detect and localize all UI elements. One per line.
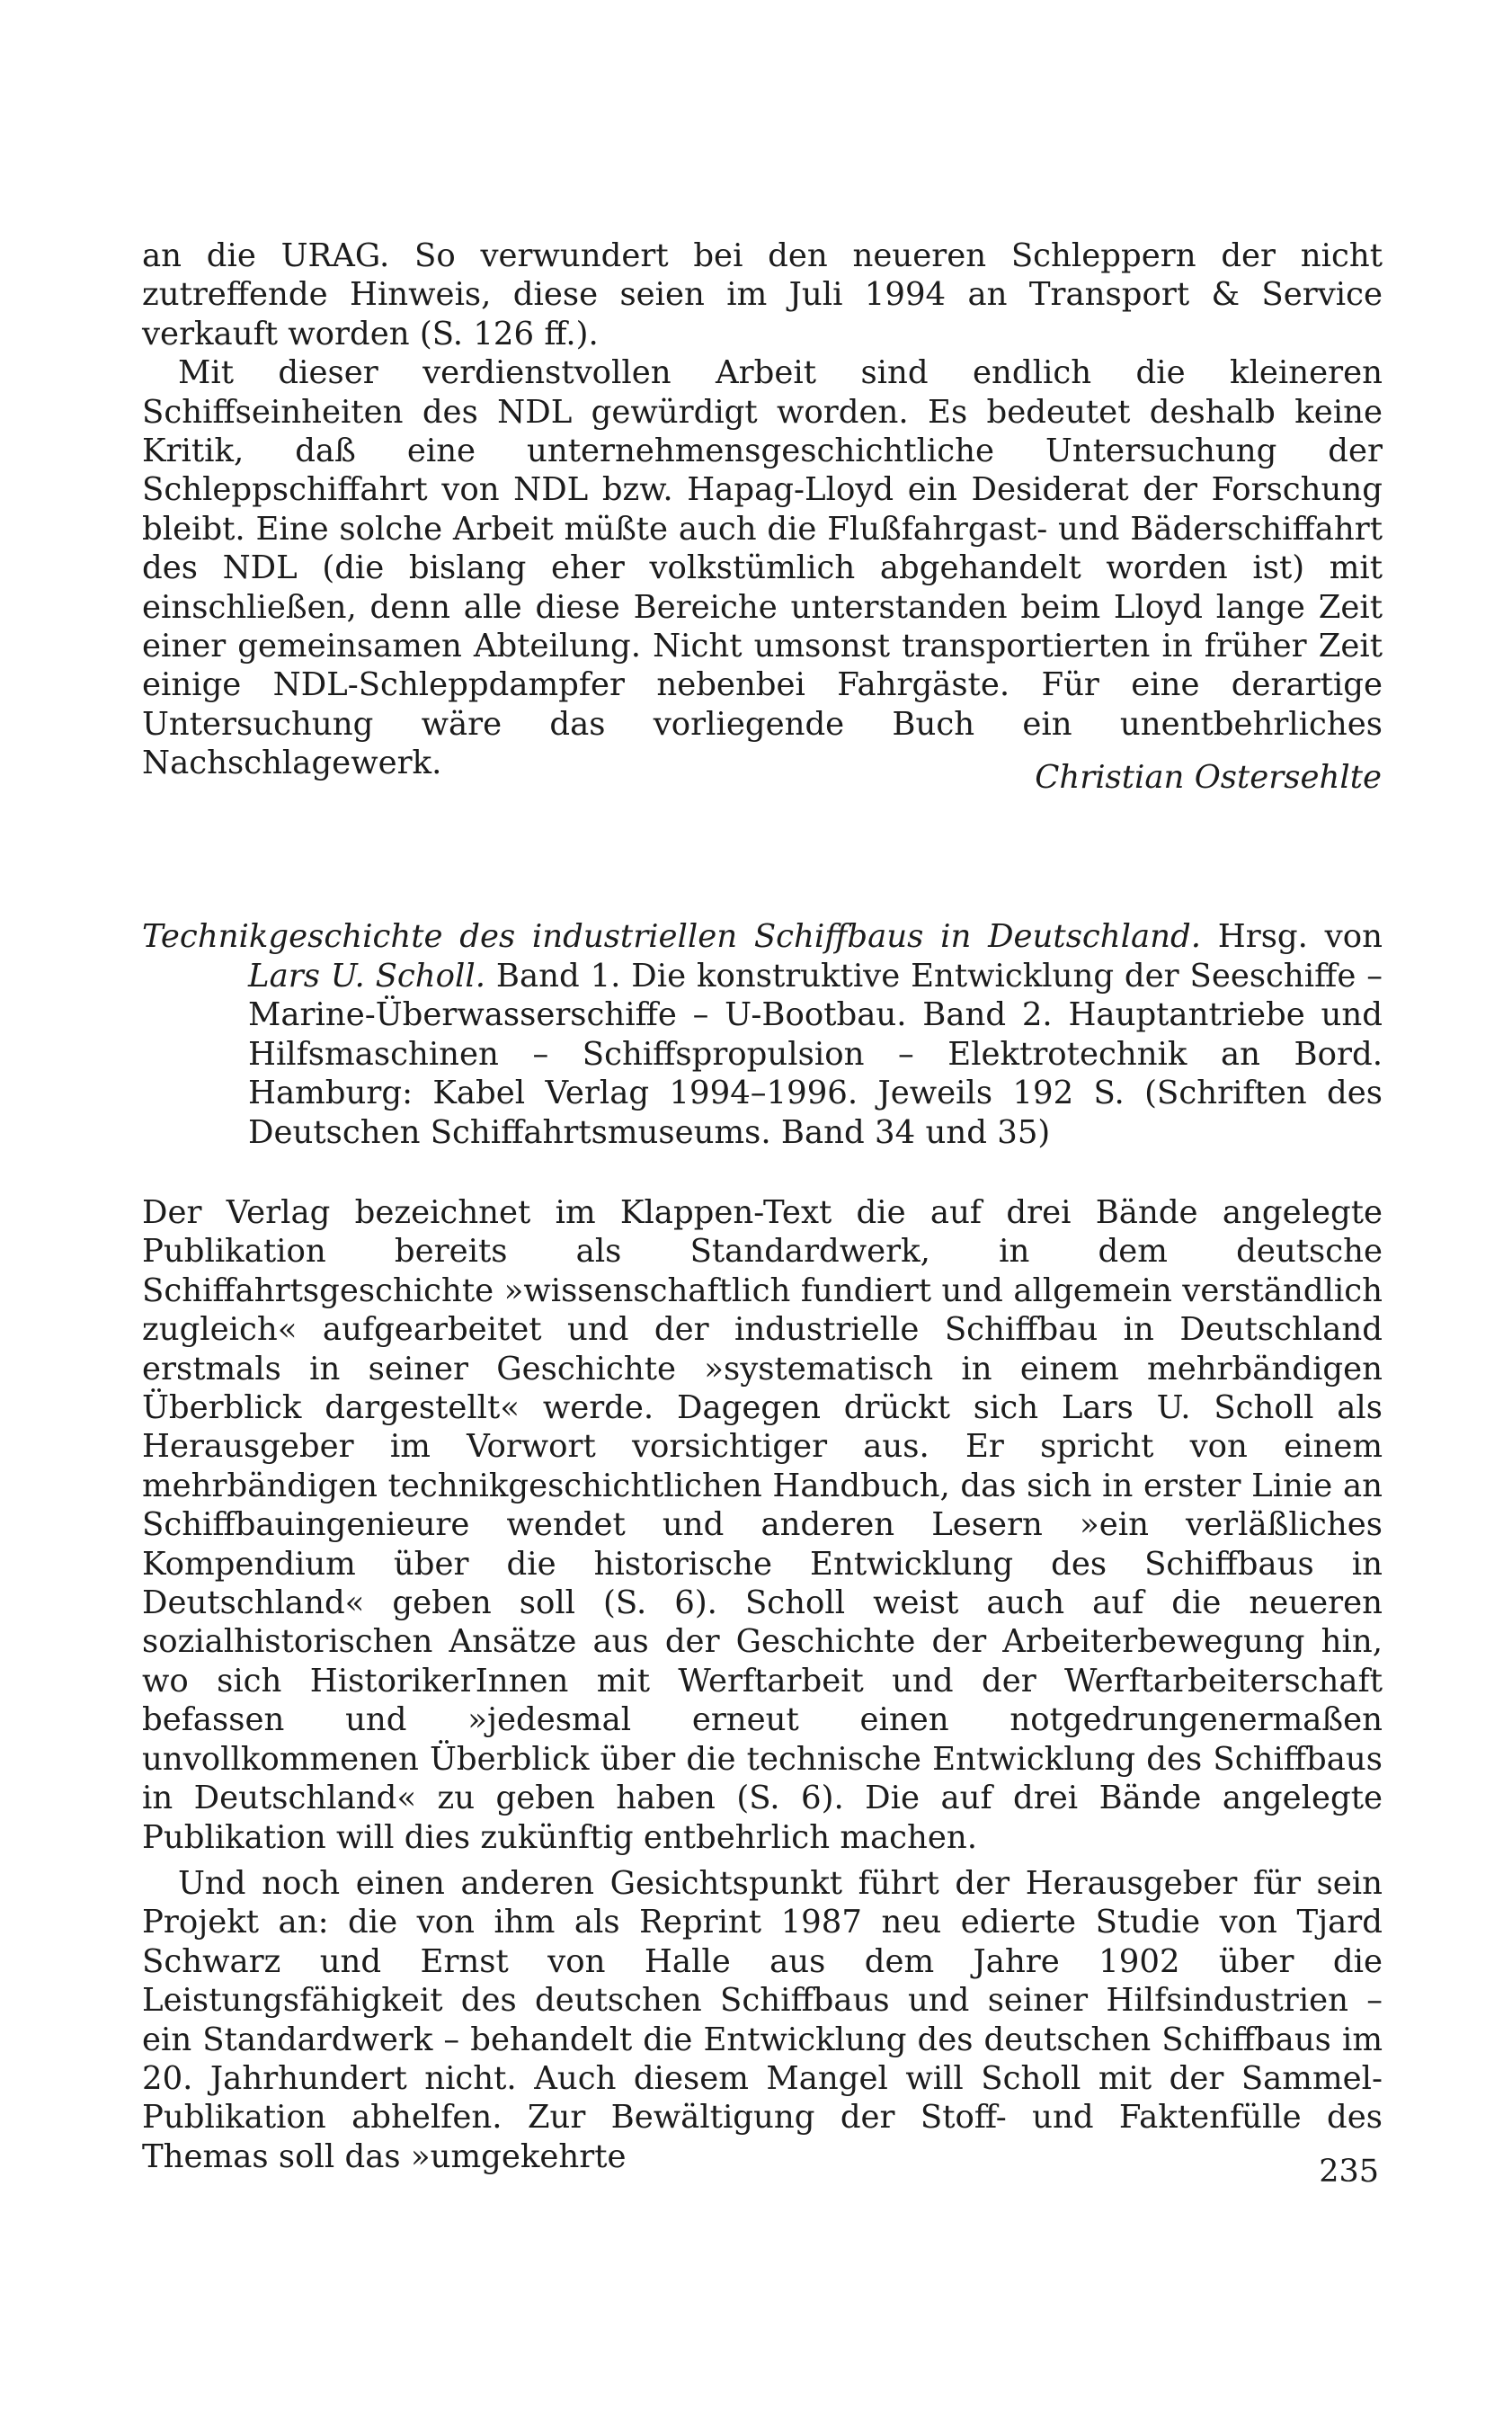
review-ending — [142, 236, 1383, 783]
review-body-paragraph-2: Und noch einen anderen Gesichtspunkt führt der Herausgeber für sein Projekt an: die von ihm als Reprint 1987 neu edierte Studie von Tjard Schwarz und Ernst von Halle aus dem Jahre 1902 über die Leistungsfähigkeit des deutschen Schiffbaus und seiner Hilfsindustrien – ein Standardwerk – behandelt die Entwicklung des deutschen Schiffbaus im 20. Jahrhundert nicht. Auch diesem Mangel will Scholl mit der Sammel-Publikation abhelfen. Zur Bewältigung der Stoff- und Faktenfülle des Themas soll das »umgekehrte — [142, 1864, 1383, 2175]
review-body — [142, 1193, 1383, 2176]
book-citation — [142, 917, 1383, 1152]
editor-prefix: Hrsg. von — [1201, 918, 1383, 955]
review-paragraph-1: an die URAG. So verwundert bei den neueren Schleppern der nicht zutreffende Hinweis, diese seien im Juli 1994 an Transport & Service verkauft worden (S. 126 ff.). — [142, 237, 1383, 352]
book-editor: Lars U. Scholl. — [248, 957, 486, 995]
reviewer-signature: Christian Ostersehlte — [1035, 759, 1382, 796]
page-number: 235 — [1319, 2154, 1379, 2190]
book-title: Technikgeschichte des industriellen Schiffbaus in Deutschland. — [142, 918, 1202, 955]
review-body-paragraph-1: Der Verlag bezeichnet im Klappen-Text die auf drei Bände angelegte Publikation bereits als Standardwerk, in dem deutsche Schiffahrtsgeschichte »wissenschaftlich fundiert und allgemein verständlich zugleich« aufgearbeitet und der industrielle Schiffbau in Deutschland erstmals in seiner Geschichte »systematisch in einem mehrbändigen Überblick dargestellt« werde. Dagegen drückt sich Lars U. Scholl als Herausgeber im Vorwort vorsichtiger aus. Er spricht von einem mehrbändigen technikgeschichtlichen Handbuch, das sich in erster Linie an Schiffbauingenieure wendet und anderen Lesern »ein verläßliches Kompendium über die historische Entwicklung des Schiffbaus in Deutschland« geben soll (S. 6). Scholl weist auch auf die neueren sozialhistorischen Ansätze aus der Geschichte der Arbeiterbewegung hin, wo sich HistorikerInnen mit Werftarbeit und der Werftarbeiterschaft befassen und »jedesmal erneut einen notgedrungenermaßen unvollkommenen Überblick über die technische Entwicklung des Schiffbaus in Deutschland« zu geben haben (S. 6). Die auf drei Bände angelegte Publikation will dies zukünftig entbehrlich machen. — [142, 1194, 1383, 1856]
book-details: Band 1. Die konstruktive Entwicklung der Seeschiffe – Marine-Überwasserschiffe – U-Bootbau. Band 2. Hauptantriebe und Hilfsmaschinen – Schiffspropulsion – Elektrotechnik an Bord. Hamburg: Kabel Verlag 1994–1996. Jeweils 192 S. (Schriften des Deutschen Schiffahrtsmuseums. Band 34 und 35) — [248, 957, 1383, 1151]
review-paragraph-2: Mit dieser verdienstvollen Arbeit sind endlich die kleineren Schiffseinheiten des NDL gewürdigt worden. Es bedeutet deshalb keine Kritik, daß eine unternehmensgeschichtliche Untersuchung der Schleppschiffahrt von NDL bzw. Hapag-Lloyd ein Desiderat der Forschung bleibt. Eine solche Arbeit müßte auch die Flußfahrgast- und Bäderschiffahrt des NDL (die bislang eher volkstümlich abgehandelt worden ist) mit einschließen, denn alle diese Bereiche unterstanden beim Lloyd lange Zeit einer gemeinsamen Abteilung. Nicht umsonst transportierten in früher Zeit einige NDL-Schleppdampfer nebenbei Fahrgäste. Für eine derartige Untersuchung wäre das vorliegende Buch ein unentbehrliches Nachschlagewerk. — [142, 354, 1383, 782]
